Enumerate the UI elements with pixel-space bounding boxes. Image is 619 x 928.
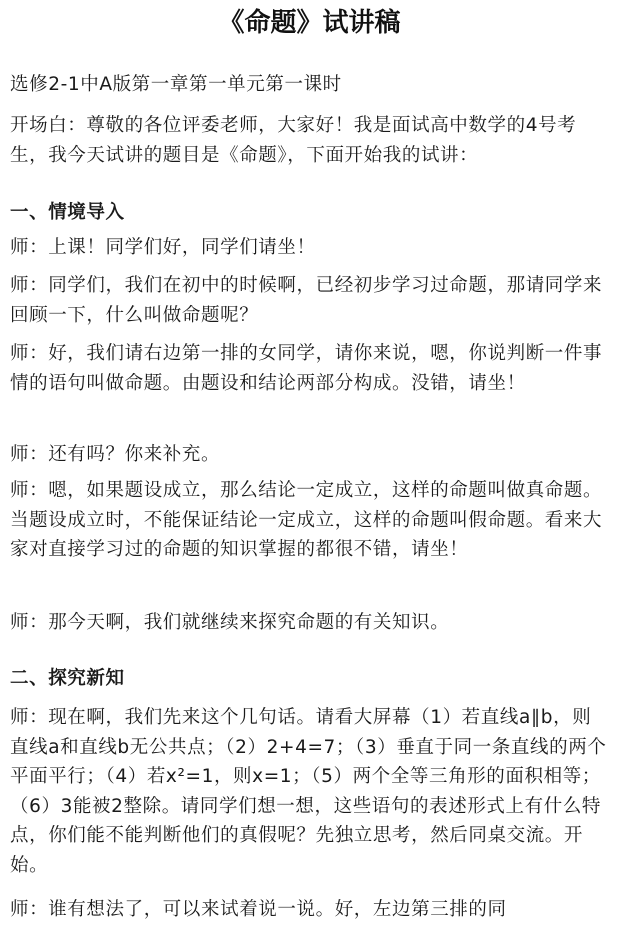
section-heading: 一、情境导入	[10, 202, 125, 223]
paragraph-block	[10, 476, 607, 565]
dialogue-paragraph: 师：好，我们请右边第一排的女同学，请你来说，嗯，你说判断一件事情的语句叫做命题。由题设和结论两部分构成。没错，请坐！	[10, 343, 603, 394]
paragraph-block	[10, 339, 607, 398]
dialogue-paragraph: 师：同学们，我们在初中的时候啊，已经初步学习过命题，那请同学来回顾一下，什么叫做命题呢？	[10, 275, 603, 326]
dialogue-paragraph: 师：还有吗？你来补充。	[10, 444, 221, 465]
dialogue-paragraph: 师：现在啊，我们先来这个几句话。请看大屏幕（1）若直线a∥b，则直线a和直线b无公共点；（2）2+4=7；（3）垂直于同一条直线的两个平面平行；（4）若x²=1，则x=1；（5）两个全等三角形的面积相等；（6）3能被2整除。请同学们想一想，这些语句的表述形式上有什么特点，你们能不能判断他们的真假呢？先独立思考，然后同桌交流。开始。	[10, 707, 607, 876]
document-title: 《命题》试讲稿	[218, 8, 401, 38]
opening-block	[10, 111, 607, 170]
dialogue-paragraph: 师：嗯，如果题设成立，那么结论一定成立，这样的命题叫做真命题。当题设成立时，不能保证结论一定成立，这样的命题叫假命题。看来大家对直接学习过的命题的知识掌握的都很不错，请坐！	[10, 480, 603, 560]
dialogue-paragraph: 师：谁有想法了，可以来试着说一说。好，左边第三排的同	[10, 899, 507, 920]
paragraph-block	[10, 233, 607, 263]
section-2-heading-block	[10, 664, 607, 693]
paragraph-block	[10, 895, 607, 925]
subtitle: 选修2-1中A版第一章第一单元第一课时	[10, 74, 342, 95]
section-1-heading-block	[10, 198, 607, 227]
paragraph-block	[10, 608, 607, 638]
paragraph-block	[10, 703, 607, 880]
paragraph-block	[10, 440, 607, 470]
paragraph-block	[10, 271, 607, 330]
section-heading: 二、探究新知	[10, 668, 125, 689]
opening-paragraph: 开场白：尊敬的各位评委老师，大家好！我是面试高中数学的4号考生，我今天试讲的题目是《命题》，下面开始我的试讲：	[10, 115, 577, 166]
dialogue-paragraph: 师：那今天啊，我们就继续来探究命题的有关知识。	[10, 612, 450, 633]
dialogue-paragraph: 师：上课！同学们好，同学们请坐！	[10, 237, 316, 258]
subtitle-block	[10, 70, 607, 100]
